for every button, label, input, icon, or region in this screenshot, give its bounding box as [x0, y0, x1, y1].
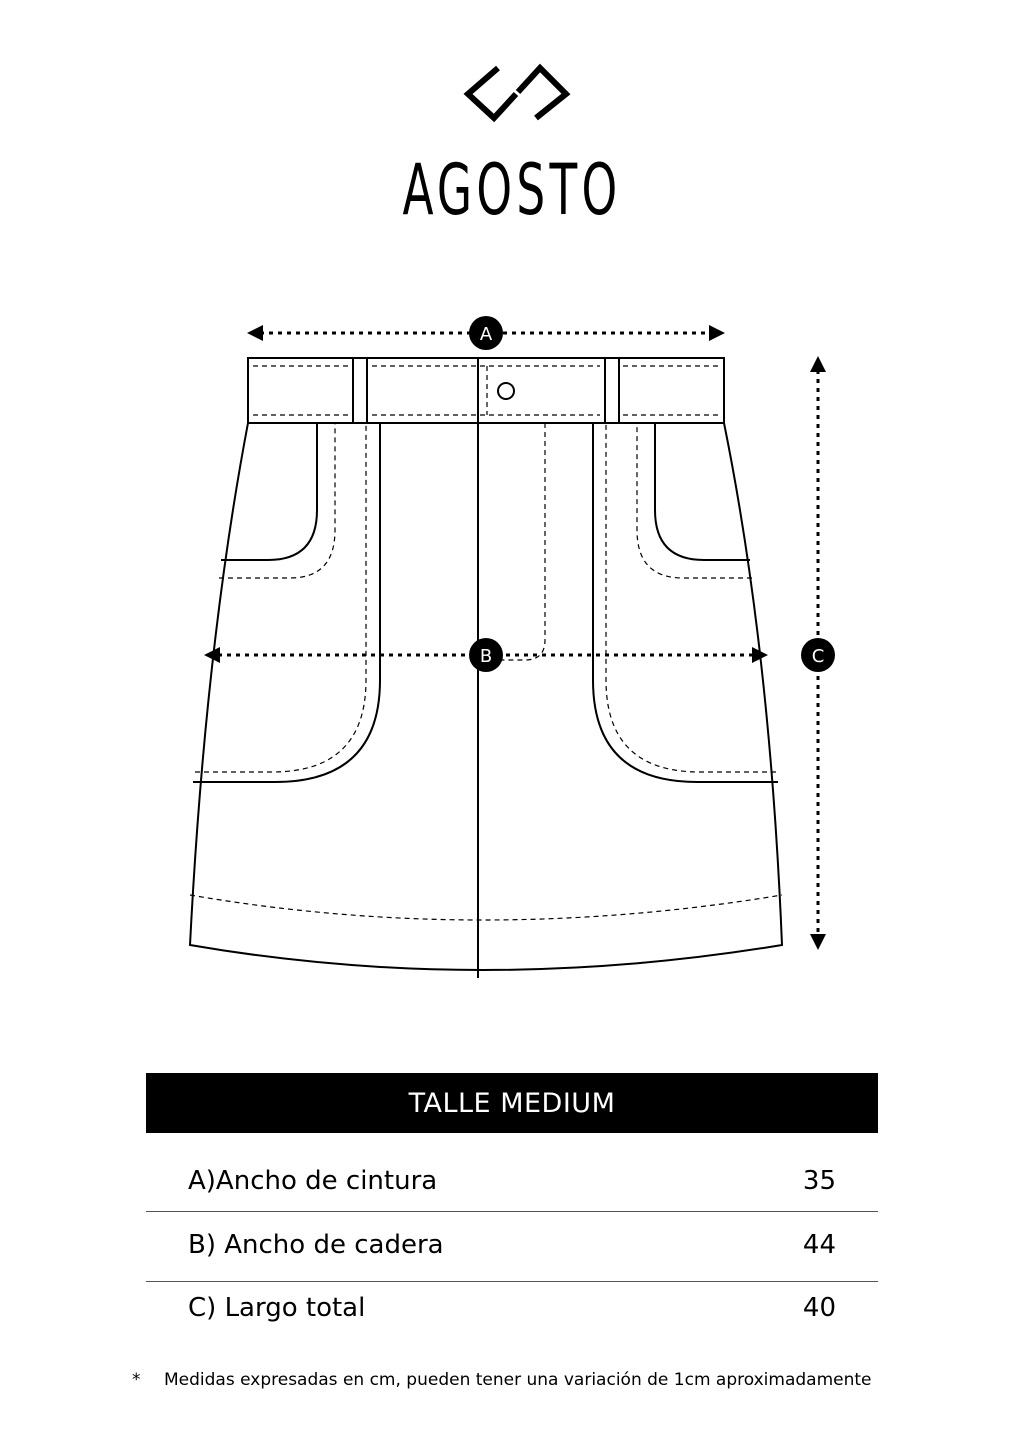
- table-row: [146, 1278, 878, 1338]
- button: [498, 383, 514, 399]
- row-value: 40: [802, 1293, 836, 1323]
- row-label: B) Ancho de cadera: [188, 1230, 444, 1260]
- row-label: A)Ancho de cintura: [188, 1166, 438, 1196]
- row-divider: [146, 1211, 878, 1212]
- footnote-marker: *: [132, 1370, 141, 1390]
- marker-a-label: A: [479, 324, 493, 345]
- row-label: C) Largo total: [188, 1293, 366, 1323]
- waistband: [248, 358, 724, 423]
- brand-logo: [412, 60, 622, 124]
- footnote: [132, 1370, 872, 1390]
- marker-b-label: B: [479, 646, 493, 667]
- footnote-text: Medidas expresadas en cm, pueden tener una variación de 1cm aproximadamente: [164, 1370, 872, 1390]
- skirt-body: [190, 423, 782, 970]
- agosto-infinity-logo-icon: [458, 60, 576, 124]
- table-row: [146, 1215, 878, 1275]
- marker-c-label: C: [811, 646, 825, 667]
- row-value: 35: [802, 1166, 836, 1196]
- row-value: 44: [802, 1230, 836, 1260]
- skirt-diagram: [0, 300, 1024, 1000]
- brand-name: AGOSTO: [402, 149, 622, 231]
- table-row: [146, 1151, 878, 1211]
- size-table-header: TALLE MEDIUM: [146, 1073, 878, 1133]
